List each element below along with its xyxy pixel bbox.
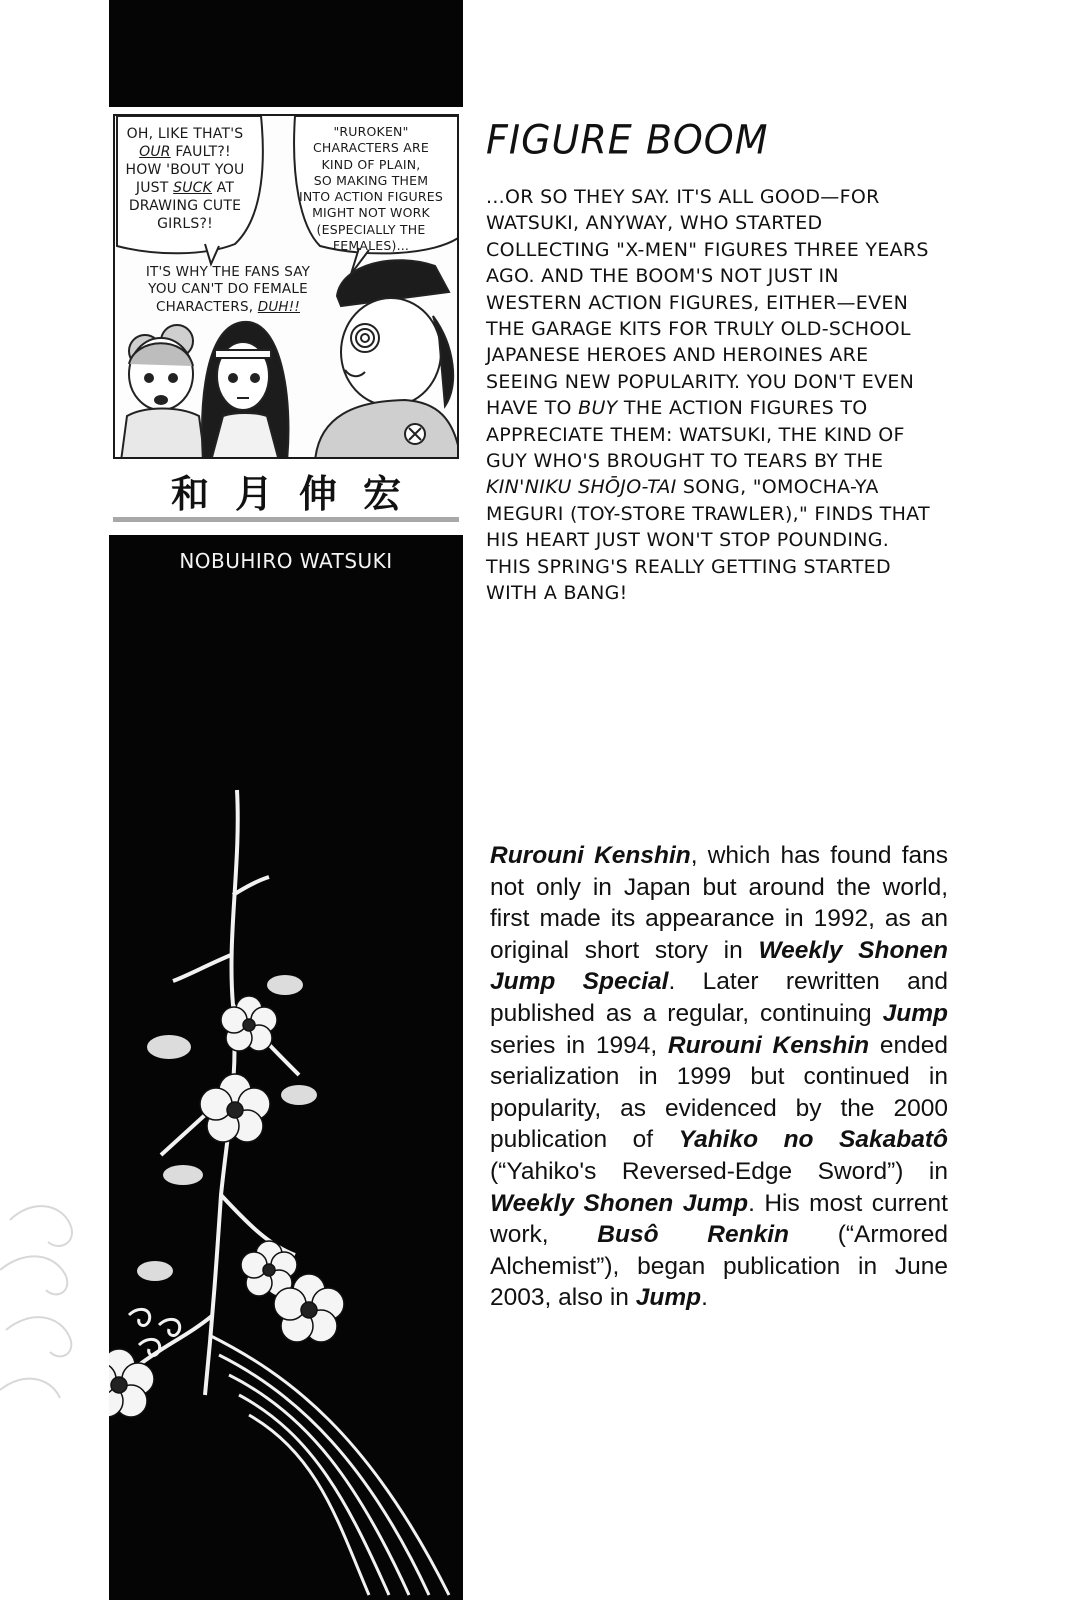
kanji-char: 宏: [363, 471, 402, 516]
author-bio: Rurouni Kenshin, which has found fans not only in Japan but around the world, first made its appearance in 1992, as an original short story in Weekly Shonen Jump Special. Later rewritten and published as a regular, continuing Jump series in 1994, Rurouni Kenshin ended serialization in 1999 but continued in popularity, as evidenced by the 2000 publication of Yahiko no Sakabatô (“Yahiko's Reversed-Edge Sword”) in Weekly Shonen Jump. His most current work, Busô Renkin (“Armored Alchemist”), began publication in June 2003, also in Jump.: [490, 842, 949, 1312]
kanji-char: 月: [234, 471, 273, 516]
character-author-self-portrait: [315, 260, 459, 459]
top-black-block: [109, 0, 463, 107]
stream-lines: [209, 1335, 449, 1595]
author-name-english: NOBUHIRO WATSUKI: [179, 549, 393, 573]
author-name-kanji: [109, 462, 463, 518]
essay-title: FIGURE BOOM: [486, 116, 769, 164]
left-column: [109, 0, 463, 1600]
wave-swirls: [129, 1309, 180, 1355]
essay-body: ...OR SO THEY SAY. IT'S ALL GOOD—FOR WATSUKI, ANYWAY, WHO STARTED COLLECTING "X-MEN" FIGURES THREE YEARS AGO. AND THE BOOM'S NOT JUST IN WESTERN ACTION FIGURES, EITHER—EVEN THE GARAGE KITS FOR TRULY OLD-SCHOOL JAPANESE HEROES AND HEROINES ARE SEEING NEW POPULARITY. YOU DON'T EVEN HAVE TO BUY THE ACTION FIGURES TO APPRECIATE THEM: WATSUKI, THE KIND OF GUY WHO'S BROUGHT TO TEARS BY THE KIN'NIKU SHŌJO-TAI SONG, "OMOCHA-YA MEGURI (TOY-STORE TRAWLER)," FINDS THAT HIS HEART JUST WON'T STOP POUNDING. THIS SPRING'S REALLY GETTING STARTED WITH A BANG!: [486, 186, 930, 605]
bubble-tail-left: [205, 244, 219, 264]
faint-wave-pattern: [0, 1180, 130, 1480]
blossoms: [109, 996, 344, 1417]
character-girl-left: [121, 325, 205, 459]
kanji-char: 和: [170, 471, 209, 516]
essay-section: [486, 118, 946, 607]
plum-blossom-illustration: [109, 535, 463, 1600]
author-comic-panel: [113, 114, 459, 459]
speech-text-bottom: IT'S WHY THE FANS SAY YOU CAN'T DO FEMALE CHARACTERS, DUH!!: [145, 264, 311, 315]
speech-text-right: "RUROKEN" CHARACTERS ARE KIND OF PLAIN, SO MAKING THEM INTO ACTION FIGURES MIGHT NOT WORK (ESPECIALLY THE FEMALES)...: [298, 124, 444, 253]
name-divider: [113, 517, 459, 522]
plum-blossom-band: [109, 535, 463, 1600]
kanji-char: 伸: [299, 471, 338, 516]
speech-text-left: OH, LIKE THAT'S OUR FAULT?! HOW 'BOUT YOU JUST SUCK AT DRAWING CUTE GIRLS?!: [125, 126, 245, 232]
character-girl-middle: [202, 322, 288, 459]
